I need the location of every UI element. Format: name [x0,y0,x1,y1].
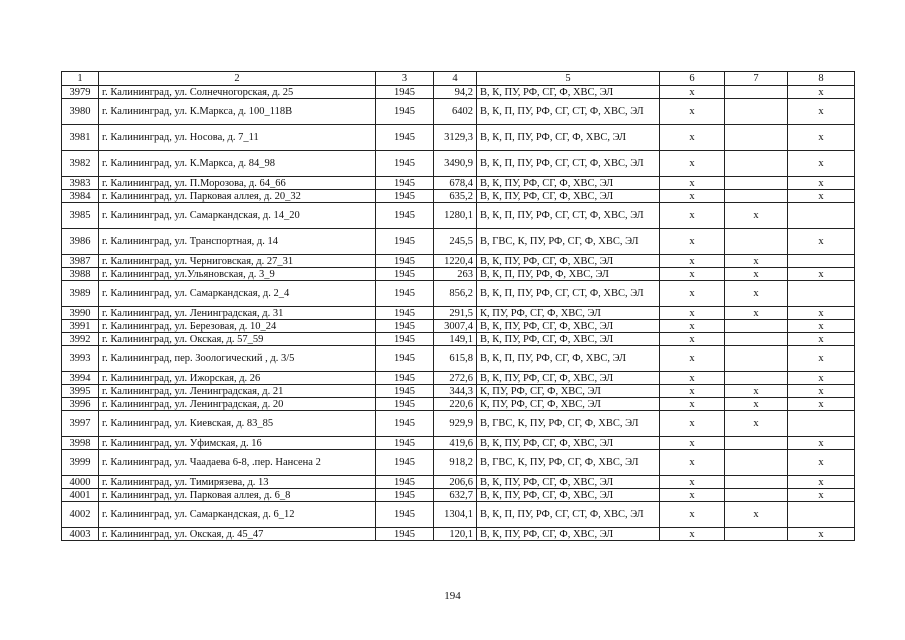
cell-address: г. Калининград, ул. К.Маркса, д. 84_98 [99,151,376,177]
cell-mark-7 [725,151,788,177]
cell-area: 206,6 [434,476,477,489]
table-row [62,281,855,307]
cell-number: 3986 [62,229,99,255]
cell-mark-8: х [788,125,855,151]
table-row [62,502,855,528]
table-row [62,346,855,372]
cell-mark-7: х [725,398,788,411]
cell-number: 3992 [62,333,99,346]
cell-mark-8: х [788,229,855,255]
cell-mark-6: х [660,255,725,268]
cell-services: В, К, ПУ, РФ, СГ, Ф, ХВС, ЭЛ [477,489,660,502]
cell-address: г. Калининград, ул. Окская, д. 45_47 [99,528,376,541]
cell-services: В, ГВС, К, ПУ, РФ, СГ, Ф, ХВС, ЭЛ [477,411,660,437]
cell-mark-7: х [725,385,788,398]
cell-number: 3996 [62,398,99,411]
cell-year: 1945 [376,177,434,190]
cell-services: В, К, П, ПУ, РФ, Ф, ХВС, ЭЛ [477,268,660,281]
cell-services: В, К, ПУ, РФ, СГ, Ф, ХВС, ЭЛ [477,177,660,190]
cell-services: В, К, ПУ, РФ, СГ, Ф, ХВС, ЭЛ [477,86,660,99]
cell-mark-8: х [788,86,855,99]
cell-address: г. Калининград, ул. Солнечногорская, д. 25 [99,86,376,99]
cell-area: 419,6 [434,437,477,450]
cell-mark-7: х [725,502,788,528]
cell-address: г. Калининград, ул. Носова, д. 7_11 [99,125,376,151]
cell-number: 3982 [62,151,99,177]
cell-mark-6: х [660,203,725,229]
cell-year: 1945 [376,307,434,320]
cell-services: В, ГВС, К, ПУ, РФ, СГ, Ф, ХВС, ЭЛ [477,450,660,476]
cell-year: 1945 [376,528,434,541]
cell-year: 1945 [376,190,434,203]
cell-services: В, К, П, ПУ, РФ, СГ, Ф, ХВС, ЭЛ [477,346,660,372]
cell-mark-6: х [660,307,725,320]
cell-mark-7 [725,229,788,255]
cell-year: 1945 [376,281,434,307]
cell-number: 4003 [62,528,99,541]
cell-mark-6: х [660,333,725,346]
cell-number: 3988 [62,268,99,281]
cell-number: 3987 [62,255,99,268]
cell-services: В, К, П, ПУ, РФ, СГ, СТ, Ф, ХВС, ЭЛ [477,502,660,528]
cell-services: В, К, П, ПУ, РФ, СГ, СТ, Ф, ХВС, ЭЛ [477,281,660,307]
cell-mark-6: х [660,437,725,450]
cell-mark-7 [725,190,788,203]
cell-year: 1945 [376,255,434,268]
cell-area: 94,2 [434,86,477,99]
cell-mark-6: х [660,320,725,333]
cell-mark-7 [725,99,788,125]
cell-address: г. Калининград, ул. Самаркандская, д. 2_4 [99,281,376,307]
cell-mark-6: х [660,346,725,372]
cell-address: г. Калининград, ул. Парковая аллея, д. 20_32 [99,190,376,203]
cell-mark-7: х [725,411,788,437]
cell-mark-6: х [660,151,725,177]
table-row [62,489,855,502]
cell-mark-8: х [788,307,855,320]
cell-mark-8 [788,411,855,437]
cell-area: 6402 [434,99,477,125]
cell-mark-8: х [788,190,855,203]
cell-number: 4001 [62,489,99,502]
table-row [62,372,855,385]
cell-year: 1945 [376,151,434,177]
cell-number: 3999 [62,450,99,476]
cell-mark-8: х [788,450,855,476]
cell-area: 918,2 [434,450,477,476]
cell-mark-7 [725,372,788,385]
cell-mark-8: х [788,385,855,398]
column-header: 8 [788,72,855,86]
cell-mark-7 [725,333,788,346]
cell-address: г. Калининград, ул. Уфимская, д. 16 [99,437,376,450]
cell-address: г. Калининград, ул. Транспортная, д. 14 [99,229,376,255]
cell-mark-8: х [788,398,855,411]
cell-mark-6: х [660,450,725,476]
cell-mark-6: х [660,385,725,398]
cell-address: г. Калининград, ул. Киевская, д. 83_85 [99,411,376,437]
table-row [62,125,855,151]
cell-mark-7 [725,86,788,99]
cell-area: 344,3 [434,385,477,398]
cell-area: 120,1 [434,528,477,541]
cell-address: г. Калининград, ул. Березовая, д. 10_24 [99,320,376,333]
cell-mark-6: х [660,86,725,99]
cell-year: 1945 [376,203,434,229]
table-row [62,203,855,229]
cell-year: 1945 [376,99,434,125]
cell-services: В, К, ПУ, РФ, СГ, Ф, ХВС, ЭЛ [477,255,660,268]
cell-year: 1945 [376,346,434,372]
cell-year: 1945 [376,320,434,333]
cell-year: 1945 [376,502,434,528]
cell-mark-6: х [660,398,725,411]
cell-mark-8: х [788,489,855,502]
column-header: 3 [376,72,434,86]
cell-address: г. Калининград, ул. Самаркандская, д. 6_12 [99,502,376,528]
cell-address: г. Калининград, ул. Парковая аллея, д. 6_8 [99,489,376,502]
cell-services: В, К, ПУ, РФ, СГ, Ф, ХВС, ЭЛ [477,190,660,203]
cell-address: г. Калининград, ул. Чаадаева 6-8, .пер. Нансена 2 [99,450,376,476]
cell-number: 3991 [62,320,99,333]
cell-mark-7 [725,320,788,333]
cell-number: 3990 [62,307,99,320]
page-number: 194 [444,590,461,602]
cell-mark-6: х [660,125,725,151]
cell-number: 3985 [62,203,99,229]
cell-services: К, ПУ, РФ, СГ, Ф, ХВС, ЭЛ [477,307,660,320]
cell-year: 1945 [376,476,434,489]
cell-number: 3993 [62,346,99,372]
cell-address: г. Калининград, ул. Черниговская, д. 27_31 [99,255,376,268]
column-header: 4 [434,72,477,86]
cell-area: 149,1 [434,333,477,346]
cell-mark-7: х [725,307,788,320]
cell-address: г. Калининград, ул. К.Маркса, д. 100_118В [99,99,376,125]
cell-services: В, К, П, ПУ, РФ, СГ, СТ, Ф, ХВС, ЭЛ [477,151,660,177]
table-row [62,528,855,541]
cell-mark-6: х [660,281,725,307]
cell-area: 678,4 [434,177,477,190]
cell-mark-6: х [660,502,725,528]
cell-mark-7 [725,346,788,372]
cell-mark-8: х [788,437,855,450]
column-header: 7 [725,72,788,86]
cell-area: 291,5 [434,307,477,320]
cell-mark-6: х [660,177,725,190]
cell-services: В, К, ПУ, РФ, СГ, Ф, ХВС, ЭЛ [477,372,660,385]
cell-area: 3007,4 [434,320,477,333]
cell-address: г. Калининград, пер. Зоологический , д. 3/5 [99,346,376,372]
cell-mark-7 [725,450,788,476]
cell-mark-8 [788,281,855,307]
cell-mark-6: х [660,489,725,502]
column-header: 5 [477,72,660,86]
cell-number: 3998 [62,437,99,450]
table-body [62,72,855,541]
cell-number: 3981 [62,125,99,151]
cell-number: 3980 [62,99,99,125]
cell-mark-6: х [660,528,725,541]
cell-area: 220,6 [434,398,477,411]
cell-number: 3979 [62,86,99,99]
cell-area: 3490,9 [434,151,477,177]
cell-address: г. Калининград, ул. Ленинградская, д. 31 [99,307,376,320]
cell-mark-8: х [788,320,855,333]
cell-address: г. Калининград, ул. Окская, д. 57_59 [99,333,376,346]
cell-address: г. Калининград, ул. Ижорская, д. 26 [99,372,376,385]
cell-mark-6: х [660,99,725,125]
cell-services: В, К, ПУ, РФ, СГ, Ф, ХВС, ЭЛ [477,320,660,333]
cell-area: 1220,4 [434,255,477,268]
cell-year: 1945 [376,489,434,502]
table-row [62,151,855,177]
column-header: 1 [62,72,99,86]
table-row [62,177,855,190]
cell-mark-6: х [660,372,725,385]
cell-year: 1945 [376,437,434,450]
cell-mark-6: х [660,268,725,281]
table-row [62,450,855,476]
cell-mark-8 [788,502,855,528]
cell-year: 1945 [376,125,434,151]
cell-services: В, К, ПУ, РФ, СГ, Ф, ХВС, ЭЛ [477,476,660,489]
cell-services: К, ПУ, РФ, СГ, Ф, ХВС, ЭЛ [477,385,660,398]
cell-mark-7: х [725,281,788,307]
housing-registry-table [61,71,855,541]
cell-area: 632,7 [434,489,477,502]
cell-mark-7 [725,528,788,541]
cell-year: 1945 [376,268,434,281]
table-row [62,255,855,268]
header-row [62,72,855,86]
cell-address: г. Калининград, ул. Ленинградская, д. 21 [99,385,376,398]
table-row [62,476,855,489]
cell-services: В, К, ПУ, РФ, СГ, Ф, ХВС, ЭЛ [477,528,660,541]
cell-number: 3995 [62,385,99,398]
cell-area: 615,8 [434,346,477,372]
cell-address: г. Калининград, ул.Ульяновская, д. 3_9 [99,268,376,281]
table-row [62,437,855,450]
cell-mark-7 [725,177,788,190]
cell-mark-8: х [788,177,855,190]
table-row [62,307,855,320]
cell-mark-7 [725,489,788,502]
cell-year: 1945 [376,411,434,437]
cell-mark-6: х [660,190,725,203]
cell-year: 1945 [376,372,434,385]
cell-year: 1945 [376,333,434,346]
table-row [62,398,855,411]
cell-mark-8: х [788,528,855,541]
cell-number: 4000 [62,476,99,489]
table-row [62,333,855,346]
cell-number: 3984 [62,190,99,203]
cell-mark-8: х [788,346,855,372]
cell-mark-6: х [660,411,725,437]
cell-mark-8: х [788,372,855,385]
cell-year: 1945 [376,86,434,99]
cell-mark-7 [725,125,788,151]
cell-year: 1945 [376,398,434,411]
cell-year: 1945 [376,450,434,476]
cell-services: В, К, П, ПУ, РФ, СГ, СТ, Ф, ХВС, ЭЛ [477,99,660,125]
cell-area: 929,9 [434,411,477,437]
cell-mark-6: х [660,229,725,255]
table-row [62,190,855,203]
cell-mark-7: х [725,255,788,268]
cell-mark-7: х [725,203,788,229]
cell-mark-8 [788,255,855,268]
cell-area: 3129,3 [434,125,477,151]
cell-mark-8 [788,203,855,229]
table-row [62,229,855,255]
cell-number: 3983 [62,177,99,190]
cell-address: г. Калининград, ул. Тимирязева, д. 13 [99,476,376,489]
table-row [62,268,855,281]
cell-year: 1945 [376,385,434,398]
cell-area: 272,6 [434,372,477,385]
cell-address: г. Калининград, ул. Ленинградская, д. 20 [99,398,376,411]
table-row [62,86,855,99]
cell-mark-8: х [788,99,855,125]
cell-services: В, К, ПУ, РФ, СГ, Ф, ХВС, ЭЛ [477,437,660,450]
cell-address: г. Калининград, ул. П.Морозова, д. 64_66 [99,177,376,190]
cell-mark-8: х [788,151,855,177]
cell-services: В, К, П, ПУ, РФ, СГ, Ф, ХВС, ЭЛ [477,125,660,151]
cell-mark-7 [725,476,788,489]
cell-area: 856,2 [434,281,477,307]
cell-address: г. Калининград, ул. Самаркандская, д. 14_20 [99,203,376,229]
cell-area: 245,5 [434,229,477,255]
cell-mark-8: х [788,476,855,489]
cell-area: 263 [434,268,477,281]
cell-services: К, ПУ, РФ, СГ, Ф, ХВС, ЭЛ [477,398,660,411]
table-row [62,320,855,333]
table-row [62,411,855,437]
table-row [62,99,855,125]
cell-services: В, К, ПУ, РФ, СГ, Ф, ХВС, ЭЛ [477,333,660,346]
cell-mark-8: х [788,268,855,281]
cell-number: 3989 [62,281,99,307]
cell-mark-8: х [788,333,855,346]
column-header: 2 [99,72,376,86]
cell-services: В, ГВС, К, ПУ, РФ, СГ, Ф, ХВС, ЭЛ [477,229,660,255]
cell-area: 1304,1 [434,502,477,528]
cell-number: 4002 [62,502,99,528]
cell-number: 3997 [62,411,99,437]
cell-mark-7 [725,437,788,450]
cell-mark-7: х [725,268,788,281]
cell-mark-6: х [660,476,725,489]
cell-services: В, К, П, ПУ, РФ, СГ, СТ, Ф, ХВС, ЭЛ [477,203,660,229]
cell-number: 3994 [62,372,99,385]
column-header: 6 [660,72,725,86]
cell-area: 1280,1 [434,203,477,229]
table-row [62,385,855,398]
cell-year: 1945 [376,229,434,255]
cell-area: 635,2 [434,190,477,203]
